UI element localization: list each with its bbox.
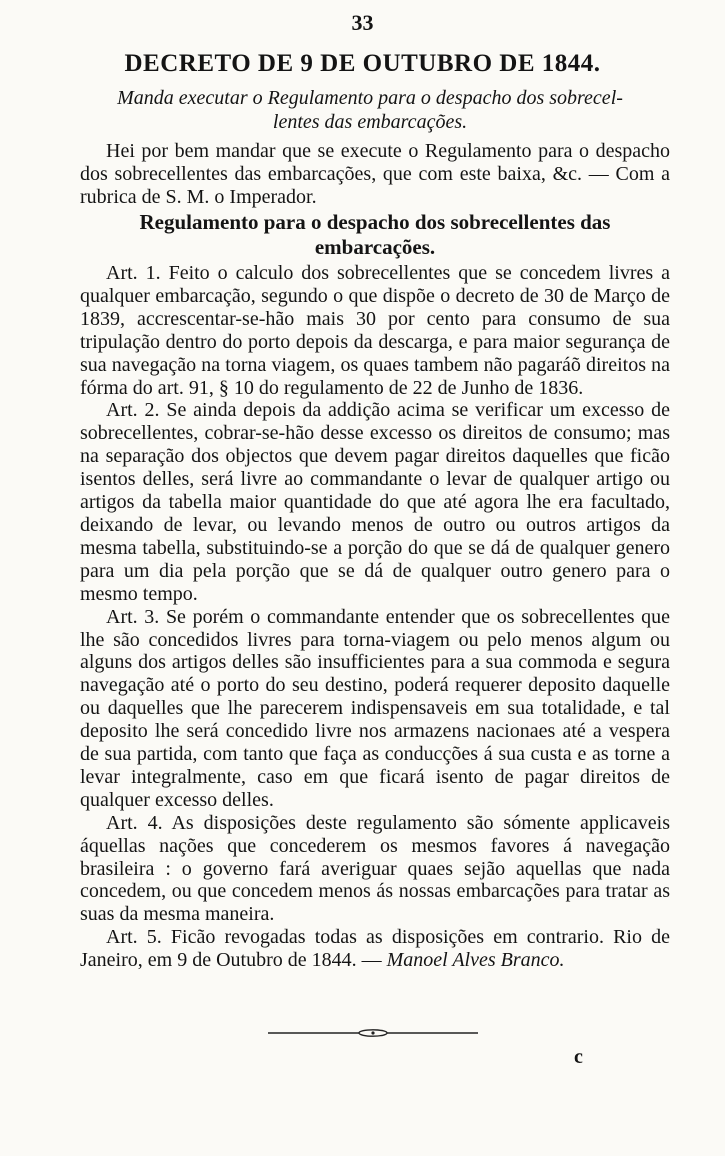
article-4: Art. 4. As disposições deste regulamento são sómente applicaveis áquellas nações que concederem os mesmos favores á navegação brasileira : o governo fará averiguar quaes sejão aquellas que nada concedem, ou que concedem menos ás nossas embarcações para tratar as suas da mesma maneira. — [80, 811, 670, 926]
regulation-title-line-1: Regulamento para o despacho dos sobrecellentes das — [139, 210, 611, 234]
subtitle-line-2: lentes das embarcações. — [272, 111, 468, 133]
article-1: Art. 1. Feito o calculo dos sobrecellentes que se concedem livres a qualquer embarcação, segundo o que dispõe o decreto de 30 de Março de 1839, accrescentar-se-hão mais 30 por cento para consumo de sua tripulação dentro do porto depois da descarga, e para maior segurança de sua navegação na torna viagem, os quaes tambem não pagaráõ direitos na fórma do art. 91, § 10 do regulamento de 22 de Junho de 1836. — [80, 262, 670, 399]
decree-title: DECRETO DE 9 DE OUTUBRO DE 1844. — [124, 50, 601, 77]
article-5 — [80, 926, 670, 972]
regulation-articles — [80, 262, 670, 972]
article-5-text: Art. 5. Ficão revogadas todas as disposições em contrario. Rio de Janeiro, em 9 de Outubro de 1844. — — [80, 926, 670, 972]
article-3: Art. 3. Se porém o commandante entender que os sobrecellentes que lhe são concedidos livres para torna-viagem ou pelo menos algum ou alguns dos artigos delles são insufficientes para a sua commoda e segura navegação até o porto do seu destino, poderá requerer deposito daquelle ou daquelles que lhe parecerem indispensaveis em sua totalidade, e tal deposito lhe será concedido livre nos armazens nacionaes até a vespera de sua partida, com tanto que faça as conducções á sua custa e as torne a levar integralmente, caso em que ficará isento de pagar direitos de qualquer excesso delles. — [80, 605, 670, 811]
decree-text: Hei por bem mandar que se execute o Regulamento para o despacho dos sobrecellentes das embarcações, que com este baixa, &c. — Com a rubrica de S. M. o Imperador. — [80, 140, 670, 208]
page-number: 33 — [351, 10, 374, 35]
article-2: Art. 2. Se ainda depois da addição acima se verificar um excesso de sobrecellentes, cobrar-se-hão desse excesso os direitos de consumo; mas na separação dos objectos que devem pagar direitos daquelles que ficão isentos delles, será livre ao commandante o levar de qualquer artigo ou artigos da tabella maior quantidade do que até agora lhe era facultado, deixando de levar, ou levando menos de outro ou outros artigos da mesma tabella, substituindo-se a porção do que se dá de qualquer genero para um dia pela porção que se dá de qualquer outro genero para o mesmo tempo. — [80, 399, 670, 605]
decree-subtitle — [60, 86, 680, 134]
regulation-title-line-2: embarcações. — [314, 235, 436, 259]
ornamental-rule — [268, 1028, 478, 1038]
regulation-title — [80, 210, 670, 260]
signature-mark: c — [574, 1046, 583, 1068]
minister-signature: Manoel Alves Branco. — [386, 949, 565, 972]
subtitle-line-1: Manda executar o Regulamento para o despacho dos sobrecel- — [117, 87, 623, 109]
decree-body — [80, 140, 670, 209]
